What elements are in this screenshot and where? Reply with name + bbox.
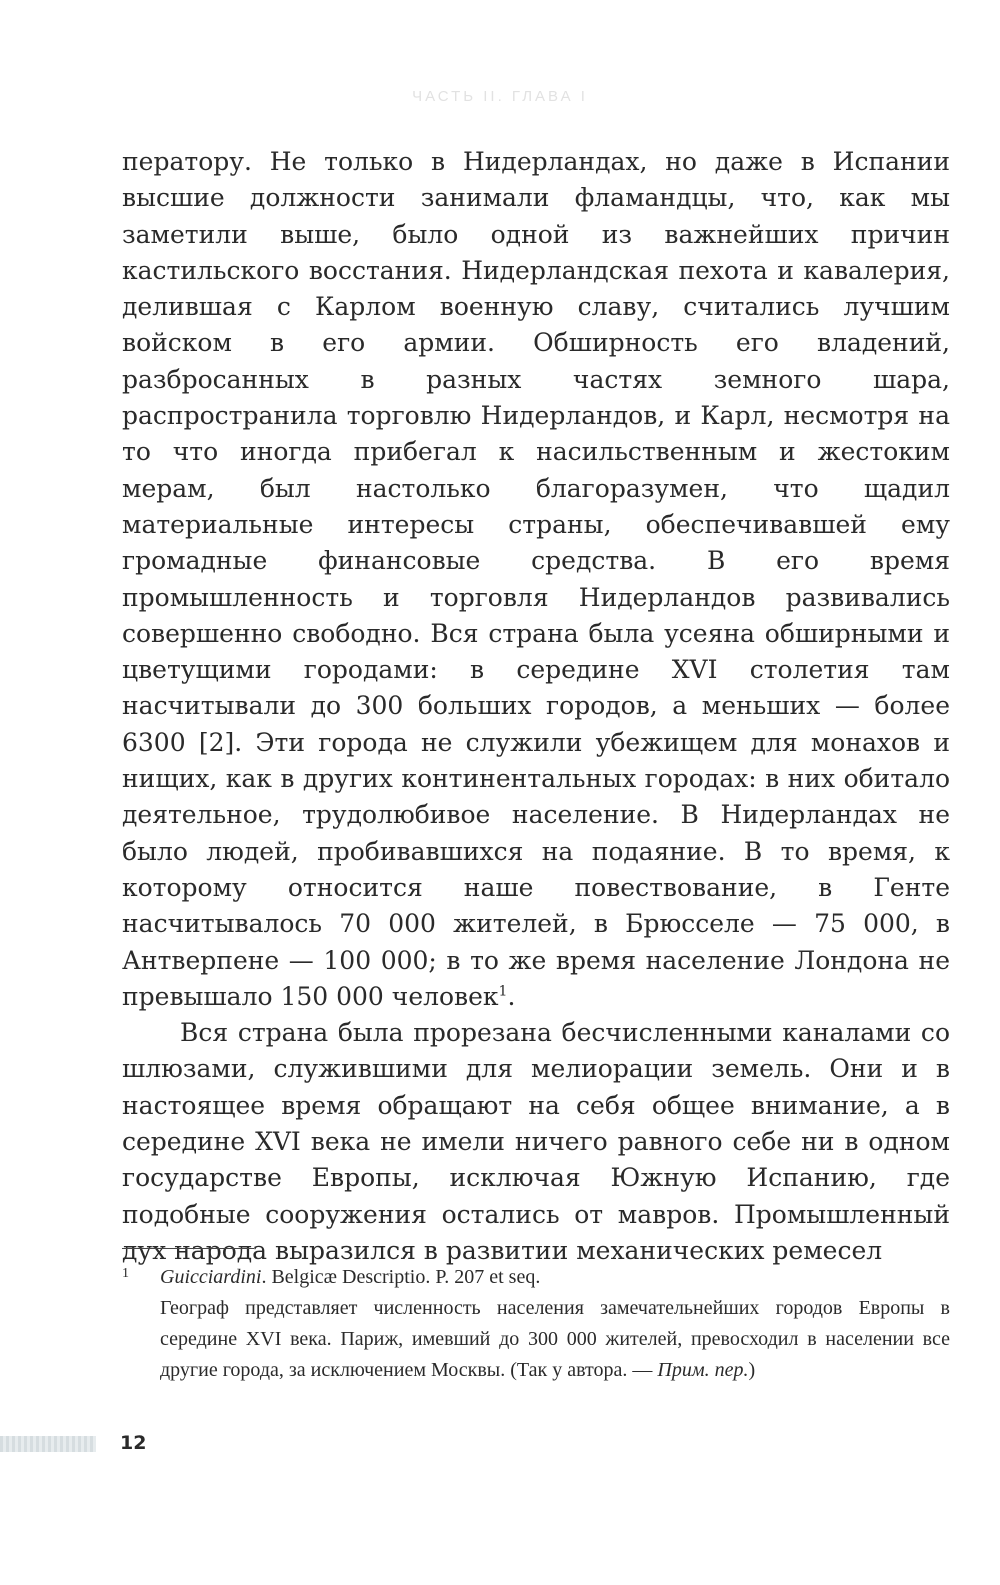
footnote-body xyxy=(122,1293,950,1386)
footnote xyxy=(122,1262,950,1386)
paragraph-1: ператору. Не только в Нидерландах, но даже в Испании высшие должности занимали фламандцы, что, как мы заметили выше, было одной из важнейших причин кастильского восстания. Нидерландская пехота и кавалерия, делившая с Карлом военную славу, считались лучшим войском в его армии. Обширность его владений, разбросанных в разных частях земного шара, распространила торговлю Нидерландов, и Карл, несмотря на то что иногда прибегал к насильственным и жестоким мерам, был настолько благоразумен, что щадил материальные интересы страны, обеспечивавшей ему громадные финансовые средства. В его время промышленность и торговля Нидерландов развивались совершенно свободно. Вся страна была усеяна обширными и цветущими городами: в середине XVI столетия там насчитывали до 300 больших городов, а меньших — более 6300 [2]. Эти города не служили убежищем для монахов и нищих, как в других континентальных городах: в них обитало деятельное, трудолюбивое население. В Нидерландах не было людей, пробивавшихся на подаяние. В то время, к которому относится наше повествование, в Генте насчитывалось 70 000 жителей, в Брюсселе — 75 000, в Антверпене — 100 000; в то же время население Лондона не превышало 150 000 человек$^1$. xyxy=(122,147,950,1011)
footnote-source: . Belgicæ Descriptio. P. 207 et seq. xyxy=(261,1266,541,1288)
main-text xyxy=(122,144,950,1269)
footnote-author: Guicciardini xyxy=(160,1266,262,1288)
page-number: 12 xyxy=(120,1432,147,1454)
running-head: ЧАСТЬ II. ГЛАВА I xyxy=(412,88,588,105)
footnote-marker: 1 xyxy=(122,1266,129,1281)
paragraph-1-text: ператору. Не только в Нидерландах, но даже в Испании высшие должности занимали фламандцы, что, как мы заметили выше, было одной из важнейших причин кастильского восстания. Нидерландская пехота и кавалерия, делившая с Карлом военную славу, считались лучшим войском в его армии. Обширность его владений, разбросанных в разных частях земного шара, распространила торговлю Нидерландов, и Карл, несмотря на то что иногда прибегал к насильственным и жестоким мерам, был настолько благоразумен, что щадил материальные интересы страны, обеспечивавшей ему громадные финансовые средства. В его время промышленность и торговля Нидерландов развивались совершенно свободно. Вся страна была усеяна обширными и цветущими городами: в середине XVI столетия там насчитывали до 300 больших городов, а меньших — более 6300 [2]. Эти города не служили убежищем для монахов и нищих, как в других континентальных городах: в них обитало деятельное, трудолюбивое население. В Нидерландах не было людей, пробивавшихся на подаяние. В то время, к которому относится наше повествование, в Генте насчитывалось 70 000 жителей, в Брюсселе — 75 000, в Антверпене — 100 000; в то же время население Лондона не превышало 150 000 человек xyxy=(122,147,950,1011)
footnote-citation xyxy=(122,1262,950,1293)
translator-note: Прим. пер. xyxy=(657,1359,749,1381)
footnote-divider xyxy=(122,1248,254,1249)
page-edge-mark xyxy=(0,1436,96,1452)
footnote-reference: 1 xyxy=(498,983,508,1000)
paragraph-2: Вся страна была прорезана бесчисленными каналами со шлюзами, служившими для мелиорации земель. Они и в настоящее время обращают на себя общее внимание, а в середине XVI века не имели ничего равного себе ни в одном государстве Европы, исключая Южную Испанию, где подобные сооружения остались от мавров. Промышленный дух народа выразился в развитии механических ремесел xyxy=(122,1018,950,1265)
footnote-text: Географ представляет численность населения замечательнейших городов Европы в середине XVI века. Париж, имевший до 300 000 жителей, превосходил в населении все другие города, за исключением Москвы. (Так у автора. — xyxy=(160,1297,950,1381)
footnote-closing: ) xyxy=(748,1359,756,1381)
